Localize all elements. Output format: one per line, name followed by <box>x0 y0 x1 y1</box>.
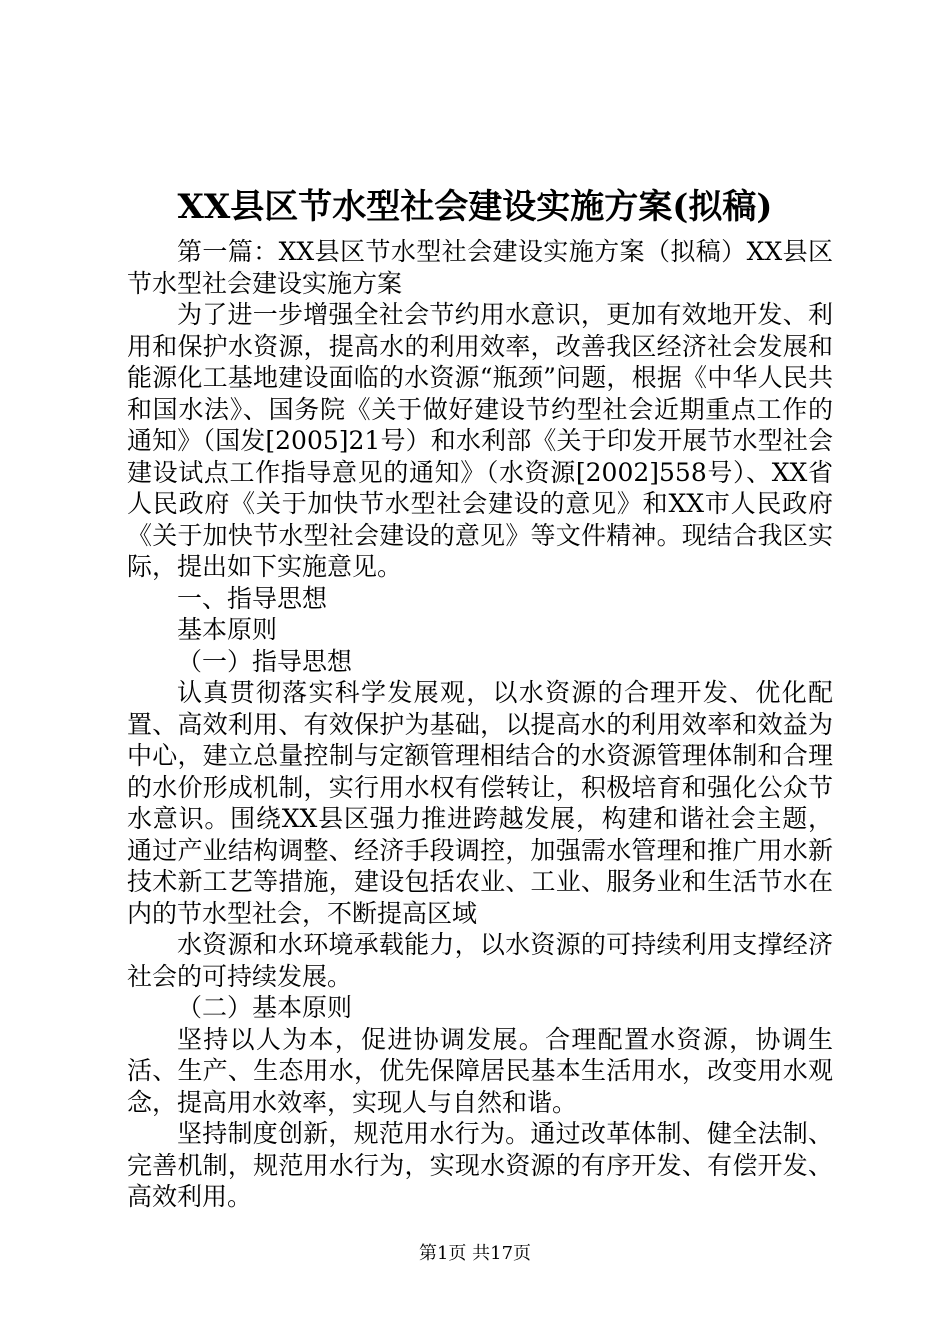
subsection-heading-2: （二）基本原则 <box>177 993 353 1022</box>
section-heading-principles: 基本原则 <box>177 615 278 644</box>
paragraph-principle-system: 坚持制度创新，规范用水行为。通过改革体制、健全法制、完善机制，规范用水行为，实现水资源的有序开发、有偿开发、高效利用。 <box>127 1119 833 1211</box>
paragraph-purpose: 为了进一步增强全社会节约用水意识，更加有效地开发、利用和保护水资源，提高水的利用效率，改善我区经济社会发展和能源化工基地建设面临的水资源“瓶颈”问题，根据《中华人民共和国水法》、国务院《关于做好建设节约型社会近期重点工作的通知》（国发[2005]21号）和水利部《关于印发开展节水型社会建设试点工作指导意见的通知》（水资源[2002]558号）、XX省人民政府《关于加快节水型社会建设的意见》和XX市人民政府《关于加快节水型社会建设的意见》等文件精神。现结合我区实际，提出如下实施意见。 <box>127 300 833 581</box>
section-heading-1: 一、指导思想 <box>177 583 328 613</box>
page-footer: 第1页 共17页 <box>418 1243 532 1264</box>
subsection-heading-1: （一）指导思想 <box>177 646 353 676</box>
paragraph-principle-people: 坚持以人为本，促进协调发展。合理配置水资源，协调生活、生产、生态用水，优先保障居民基本生活用水，改变用水观念，提高用水效率，实现人与自然和谐。 <box>127 1024 833 1117</box>
paragraph-guiding-thought: 认真贯彻落实科学发展观，以水资源的合理开发、优化配置、高效利用、有效保护为基础，以提高水的利用效率和效益为中心，建立总量控制与定额管理相结合的水资源管理体制和合理的水价形成机制，实行用水权有偿转让，积极培育和强化公众节水意识。围绕XX县区强力推进跨越发展，构建和谐社会主题，通过产业结构调整、经济手段调控，加强需水管理和推广用水新技术新工艺等措施，建设包括农业、工业、服务业和生活节水在内的节水型社会，不断提高区域 <box>127 678 833 928</box>
paragraph-intro: 第一篇：XX县区节水型社会建设实施方案（拟稿）XX县区节水型社会建设实施方案 <box>127 237 833 298</box>
document-title: XX县区节水型社会建设实施方案(拟稿) <box>177 187 773 227</box>
document-body <box>127 236 833 1213</box>
paragraph-water-capacity: 水资源和水环境承载能力，以水资源的可持续利用支撑经济社会的可持续发展。 <box>127 930 833 991</box>
